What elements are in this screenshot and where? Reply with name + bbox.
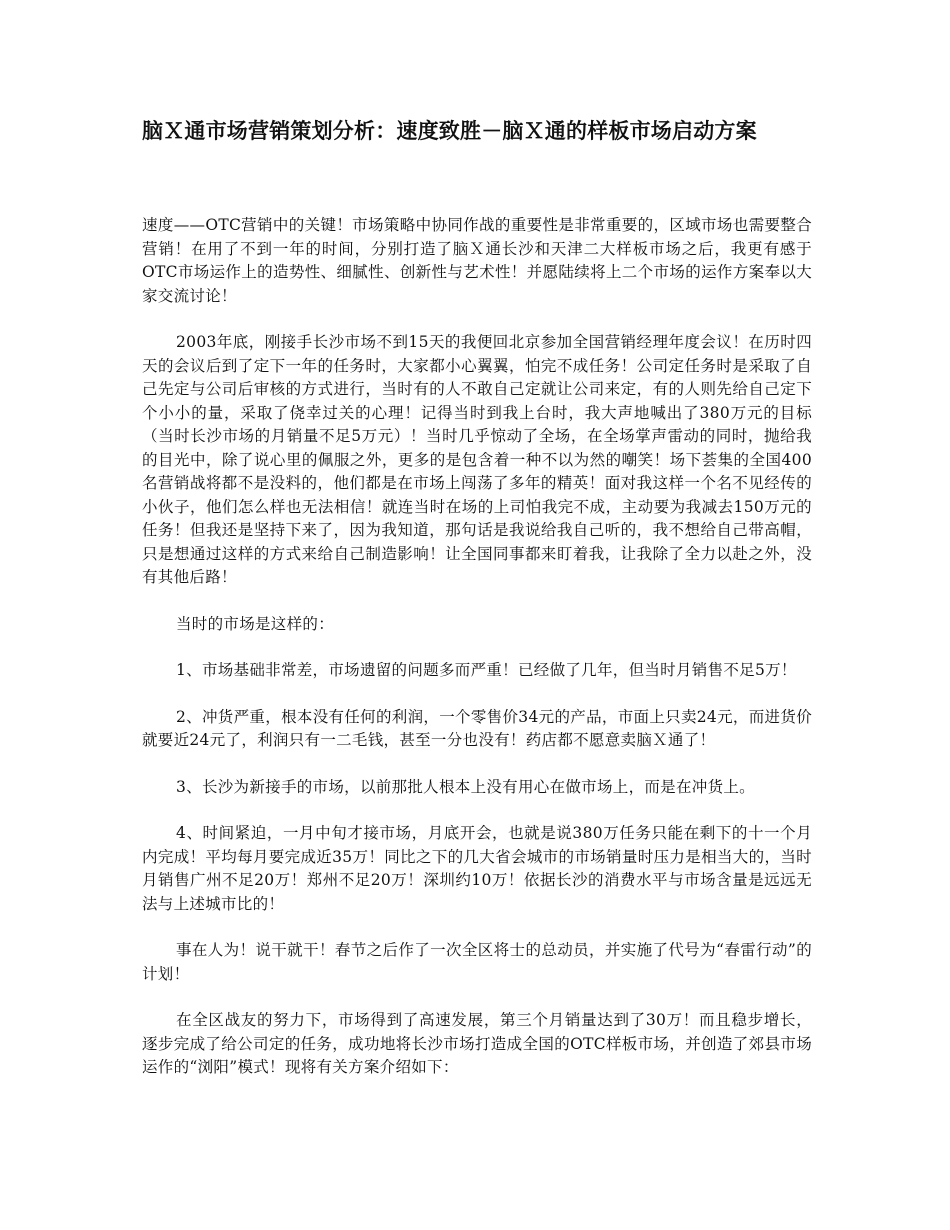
paragraph: 在全区战友的努力下，市场得到了高速发展，第三个月销量达到了30万！而且稳步增长，逐步完成了给公司定的任务，成功地将长沙市场打造成全国的OTC样板市场，并创造了郊县市场运作的“浏阳”模式！现将有关方案介绍如下： (142, 1011, 812, 1076)
document-title: 脑Ｘ通市场营销策划分析：速度致胜－脑Ｘ通的样板市场启动方案 (142, 119, 757, 143)
paragraph: 速度——OTC营销中的关键！市场策略中协同作战的重要性是非常重要的，区域市场也需要整合营销！在用了不到一年的时间，分别打造了脑Ｘ通长沙和天津二大样板市场之后，我更有感于OTC市场运作上的造势性、细腻性、创新性与艺术性！并愿陆续将上二个市场的运作方案奉以大家交流讨论！ (142, 216, 812, 305)
paragraph: 1、市场基础非常差，市场遗留的问题多而严重！已经做了几年，但当时月销售不足5万！ (176, 661, 797, 679)
paragraph: 当时的市场是这样的： (176, 614, 335, 633)
paragraph: 3、长沙为新接手的市场，以前那批人根本上没有用心在做市场上，而是在冲货上。 (176, 777, 755, 796)
document-body (142, 214, 812, 1080)
document-page (142, 116, 812, 1103)
paragraph: 2、冲货严重，根本没有任何的利润，一个零售价34元的产品，市面上只卖24元，而进货价就要近24元了，利润只有一二毛钱，甚至一分也没有！药店都不愿意卖脑Ｘ通了！ (142, 707, 812, 749)
paragraph: 4、时间紧迫，一月中旬才接市场，月底开会，也就是说380万任务只能在剩下的十一个月内完成！平均每月要完成近35万！同比之下的几大省会城市的市场销量时压力是相当大的，当时月销售广州不足20万！郑州不足20万！深圳约10万！依据长沙的消费水平与市场含量是远远无法与上述城市比的！ (142, 824, 812, 913)
paragraph: 2003年底，刚接手长沙市场不到15天的我便回北京参加全国营销经理年度会议！在历时四天的会议后到了定下一年的任务时，大家都小心翼翼，怕完不成任务！公司定任务时是采取了自己先定与公司后审核的方式进行，当时有的人不敢自己定就让公司来定，有的人则先给自己定下个小小的量，采取了侥幸过关的心理！记得当时到我上台时，我大声地喊出了380万元的目标（当时长沙市场的月销量不足5万元）！当时几乎惊动了全场，在全场掌声雷动的同时，抛给我的目光中，除了说心里的佩服之外，更多的是包含着一种不以为然的嘲笑！场下荟集的全国400名营销战将都不是没料的，他们都是在市场上闯荡了多年的精英！面对我这样一个名不见经传的小伙子，他们怎么样也无法相信！就连当时在场的上司怕我完不成，主动要为我减去150万元的任务！但我还是坚持下来了，因为我知道，那句话是我说给我自己听的，我不想给自己带高帽，只是想通过这样的方式来给自己制造影响！让全国同事都来盯着我，让我除了全力以赴之外，没有其他后路！ (142, 333, 812, 586)
paragraph: 事在人为！说干就干！春节之后作了一次全区将士的总动员，并实施了代号为“春雷行动”的计划！ (142, 941, 812, 983)
